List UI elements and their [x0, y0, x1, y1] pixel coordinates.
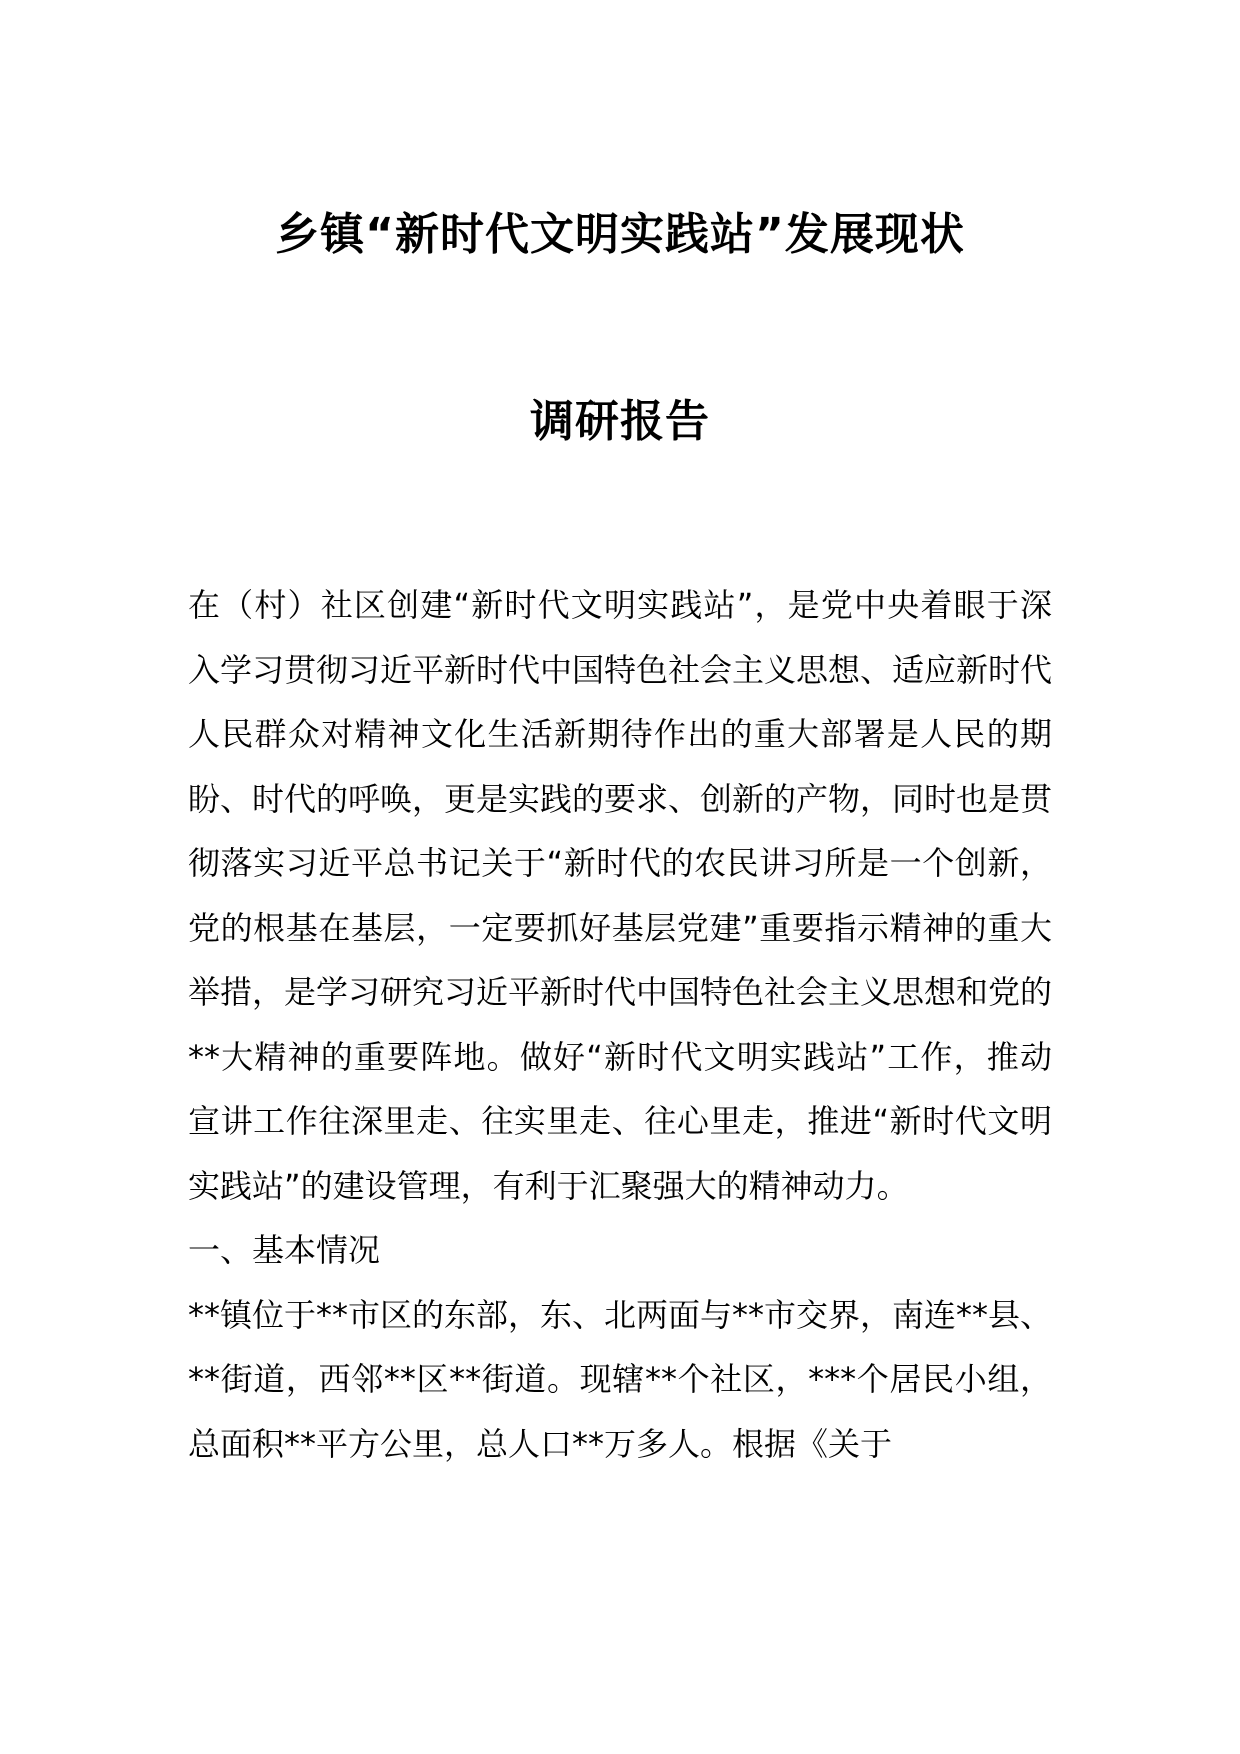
section-paragraph-basic-info: **镇位于**市区的东部，东、北两面与**市交界，南连**县、**街道，西邻**区**街道。现辖**个社区，***个居民小组，总面积**平方公里，总人口**万多人。根据《关于	[188, 1295, 1053, 1463]
document-body	[188, 573, 1052, 1476]
document-title-line-1: 乡镇“新时代文明实践站”发展现状	[275, 209, 965, 260]
document-title-line-2: 调研报告	[530, 396, 710, 447]
section-heading-basic-info: 一、基本情况	[188, 1231, 381, 1269]
intro-paragraph: 在（村）社区创建“新时代文明实践站”，是党中央着眼于深入学习贯彻习近平新时代中国特色社会主义思想、适应新时代人民群众对精神文化生活新期待作出的重大部署是人民的期盼、时代的呼唤，更是实践的要求、创新的产物，同时也是贯彻落实习近平总书记关于“新时代的农民讲习所是一个创新，党的根基在基层，一定要抓好基层党建”重要指示精神的重大举措，是学习研究习近平新时代中国特色社会主义思想和党的**大精神的重要阵地。做好“新时代文明实践站”工作，推动宣讲工作往深里走、往实里走、往心里走，推进“新时代文明实践站”的建设管理，有利于汇聚强大的精神动力。	[188, 586, 1053, 1205]
